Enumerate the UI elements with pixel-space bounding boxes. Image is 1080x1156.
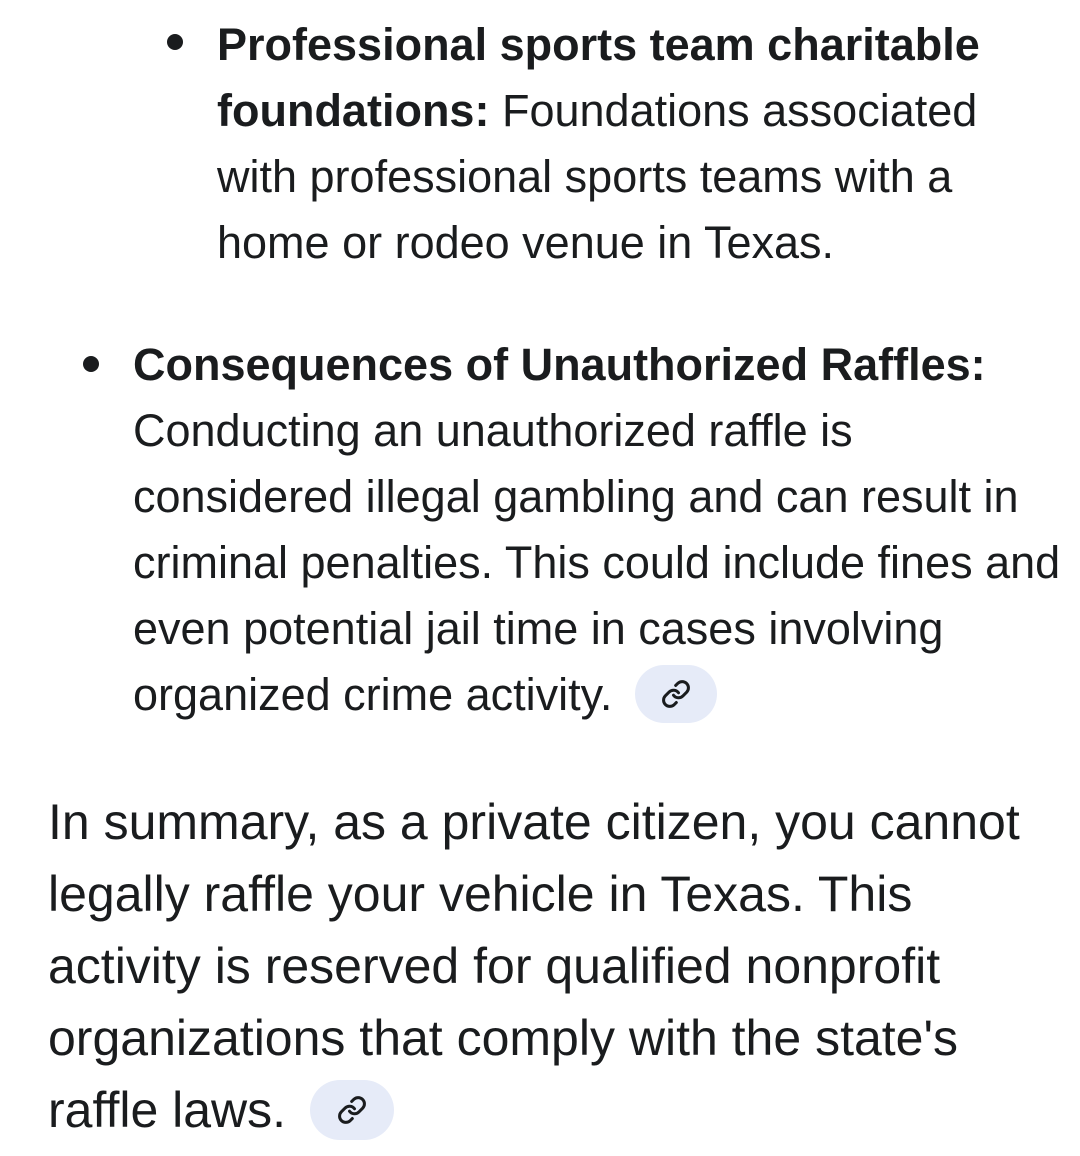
list-item-sports-foundations [217,12,1057,276]
list-item-text: Conducting an unauthorized raffle is considered illegal gambling and can result in criminal penalties. This could include fines and even potential jail time in cases involving organized crime activity. [133,405,1061,720]
link-icon [337,1095,367,1125]
link-icon [661,679,691,709]
bullet-marker [167,34,183,50]
source-link-button[interactable] [310,1080,394,1140]
summary-paragraph [48,786,1058,1146]
list-item-text: Foundations associated with professional sports teams with a home or rodeo venue in Texas. [217,85,978,268]
list-item-consequences [133,332,1063,728]
bullet-marker [83,356,99,372]
summary-text: In summary, as a private citizen, you cannot legally raffle your vehicle in Texas. This activity is reserved for qualified nonprofit organizations that comply with the state's raffle laws. [48,794,1020,1138]
list-item-title: Consequences of Unauthorized Raffles: [133,339,986,390]
source-link-button[interactable] [635,665,717,723]
list-item-title: Professional sports team charitable foundations: [217,19,980,136]
